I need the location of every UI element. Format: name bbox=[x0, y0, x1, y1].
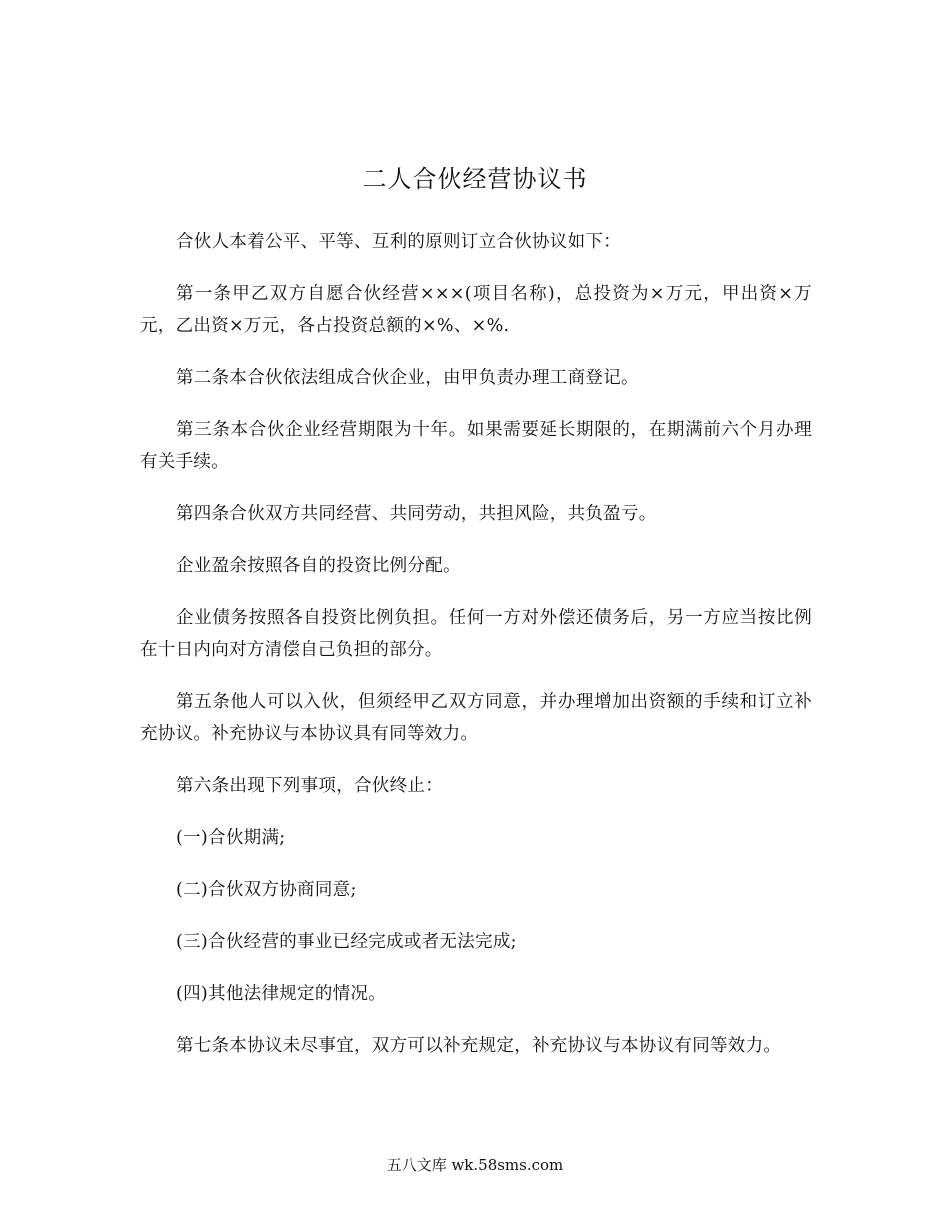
list-item-4: (四)其他法律规定的情况。 bbox=[176, 984, 387, 1004]
paragraph-article-4: 第四条合伙双方共同经营、共同劳动，共担风险，共负盈亏。 bbox=[176, 504, 657, 524]
list-item-2: (二)合伙双方协商同意; bbox=[176, 880, 357, 900]
paragraph-profit-distribution: 企业盈余按照各自的投资比例分配。 bbox=[176, 556, 461, 576]
paragraph-article-7: 第七条本协议未尽事宜，双方可以补充规定，补充协议与本协议有同等效力。 bbox=[176, 1036, 782, 1056]
paragraph-article-3: 第三条本合伙企业经营期限为十年。如果需要延长期限的，在期满前六个月办理有关手续。 bbox=[140, 420, 812, 472]
page-footer: 五八文库 wk.58sms.com bbox=[386, 1156, 564, 1174]
document-body bbox=[140, 226, 812, 1082]
list-item-1: (一)合伙期满; bbox=[176, 828, 286, 848]
paragraph-preamble: 合伙人本着公平、平等、互利的原则订立合伙协议如下： bbox=[176, 232, 621, 252]
paragraph-debt-sharing: 企业债务按照各自投资比例负担。任何一方对外偿还债务后，另一方应当按比例在十日内向对方清偿自己负担的部分。 bbox=[140, 608, 812, 660]
list-item-3: (三)合伙经营的事业已经完成或者无法完成; bbox=[176, 932, 517, 952]
document-title: 二人合伙经营协议书 bbox=[362, 165, 588, 193]
paragraph-article-2: 第二条本合伙依法组成合伙企业，由甲负责办理工商登记。 bbox=[176, 368, 639, 388]
paragraph-article-5: 第五条他人可以入伙，但须经甲乙双方同意，并办理增加出资额的手续和订立补充协议。补充协议与本协议具有同等效力。 bbox=[140, 692, 812, 744]
paragraph-article-6: 第六条出现下列事项，合伙终止： bbox=[176, 776, 443, 796]
paragraph-article-1: 第一条甲乙双方自愿合伙经营×××(项目名称)，总投资为×万元，甲出资×万元，乙出资×万元，各占投资总额的×%、×%. bbox=[140, 284, 812, 336]
